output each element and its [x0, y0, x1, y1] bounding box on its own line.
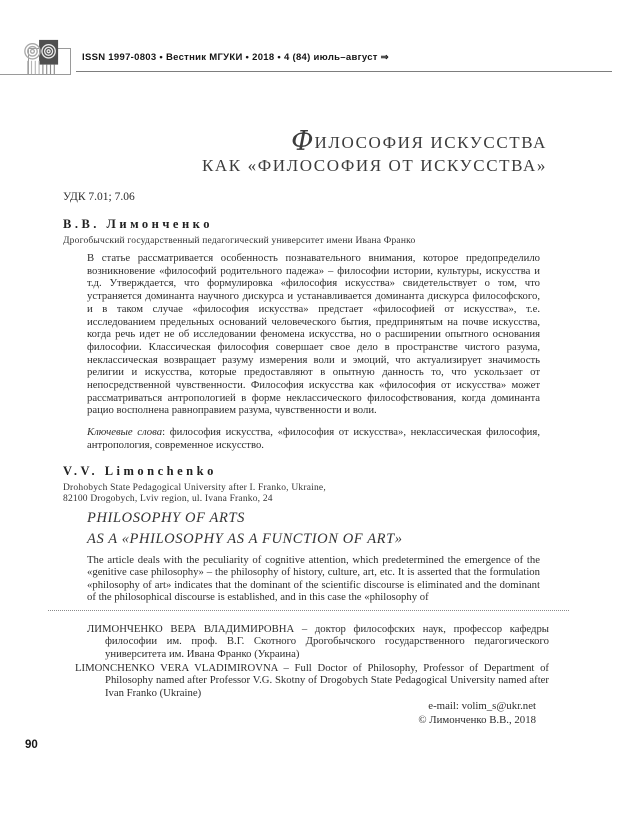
keywords-label: Ключевые слова: [87, 426, 163, 438]
author-affiliation-en-line1: Drohobych State Pedagogical University after I. Franko, Ukraine,: [63, 483, 326, 493]
article-title-ru-line1: ФИЛОСОФИЯ ИСКУССТВА: [291, 126, 547, 157]
author-affiliation-en-line2: 82100 Drogobych, Lviv region, ul. Ivana Franko, 24: [63, 493, 273, 504]
title-drop-initial: Ф: [291, 126, 314, 157]
email-line: e-mail: volim_s@ukr.net: [428, 700, 536, 712]
article-title-en-line2: AS A «PHILOSOPHY AS A FUNCTION OF ART»: [87, 531, 403, 547]
author-name-ru: В.В. Лимонченко: [63, 217, 213, 231]
author-affiliation-ru: Дрогобычский государственный педагогический университет имени Ивана Франко: [63, 236, 416, 246]
article-title-ru: [120, 128, 547, 177]
journal-issn-header: ISSN 1997-0803 • Вестник МГУКИ • 2018 • 4 (84) июль–август ⇒: [82, 52, 389, 63]
author-bio-en: LIMONCHENKO VERA VLADIMIROVNA – Full Doctor of Philosophy, Professor of Department of Philosophy named after Professor V.G. Skotny of Drogobych State Pedagogical University named after Ivan Franko (Ukraine): [75, 662, 549, 699]
copyright-line: © Лимонченко В.В., 2018: [418, 713, 536, 726]
abstract-en: The article deals with the peculiarity of cognitive attention, which predetermined the emergence of the «genitive case philosophy» – the philosophy of history, culture, art, etc. It is asserted that the formulation «philosophy of art» indicates that the dominant of the scientific discourse is eliminated and the dominant of the philosophical discourse is established, and in this case the «philosophy of: [87, 554, 540, 604]
udk-code: УДК 7.01; 7.06: [63, 191, 135, 203]
dotted-separator: [48, 610, 569, 611]
article-title-ru-line2: КАК «ФИЛОСОФИЯ ОТ ИСКУССТВА»: [201, 156, 547, 175]
article-title-en: [87, 508, 403, 550]
page-number: 90: [25, 739, 38, 751]
header-rule: [76, 71, 612, 72]
abstract-ru: В статье рассматривается особенность познавательного внимания, которое предопределило возникновение «философий родительного падежа» – философии истории, культуры, искусства и т.д. Утверждается, что формулировка «философия искусства» свидетельствует о том, что устраняется доминанта научного дискурса и устанавливается доминанта дискурса философского, и в таком случае «философия искусства» предстает «философией от искусства», т.е. исследованием предельных оснований человеческого бытия, предпринятым на почве искусства, когда речь идет не об исследовании феномена искусства, но о расширении опытного основания философии. Классическая философия совершает свое дело в пространстве чистого разума, неклассическая возвращает разуму измерения воли и эмоций, что актуализирует значимость религии и искусства, которые предоставляют в опытную данность то, что ускользает от непосредственной чувственности. Философия искусства как «философия от искусства» может рассматриваться антропологией в форме неклассического философствования, когда доминанта рацио восполнена равноправием разума, чувственности и воли.: [87, 252, 540, 417]
journal-logo-column-capital-icon: [22, 38, 60, 76]
author-bio-ru: ЛИМОНЧЕНКО ВЕРА ВЛАДИМИРОВНА – доктор философских наук, профессор кафедры философии им. проф. В.Г. Скотного Дрогобычского государственного педагогического университета им. Ивана Франко (Украина): [87, 623, 549, 660]
contact-block: [200, 700, 536, 727]
author-affiliation-en: [63, 483, 326, 505]
keywords-text: : философия искусства, «философия от искусства», неклассическая философия, антропология, современное искусство.: [87, 426, 540, 451]
article-title-en-line1: PHILOSOPHY OF ARTS: [87, 510, 245, 526]
author-name-en: V.V. Limonchenko: [63, 464, 217, 478]
keywords-ru: [87, 426, 540, 451]
